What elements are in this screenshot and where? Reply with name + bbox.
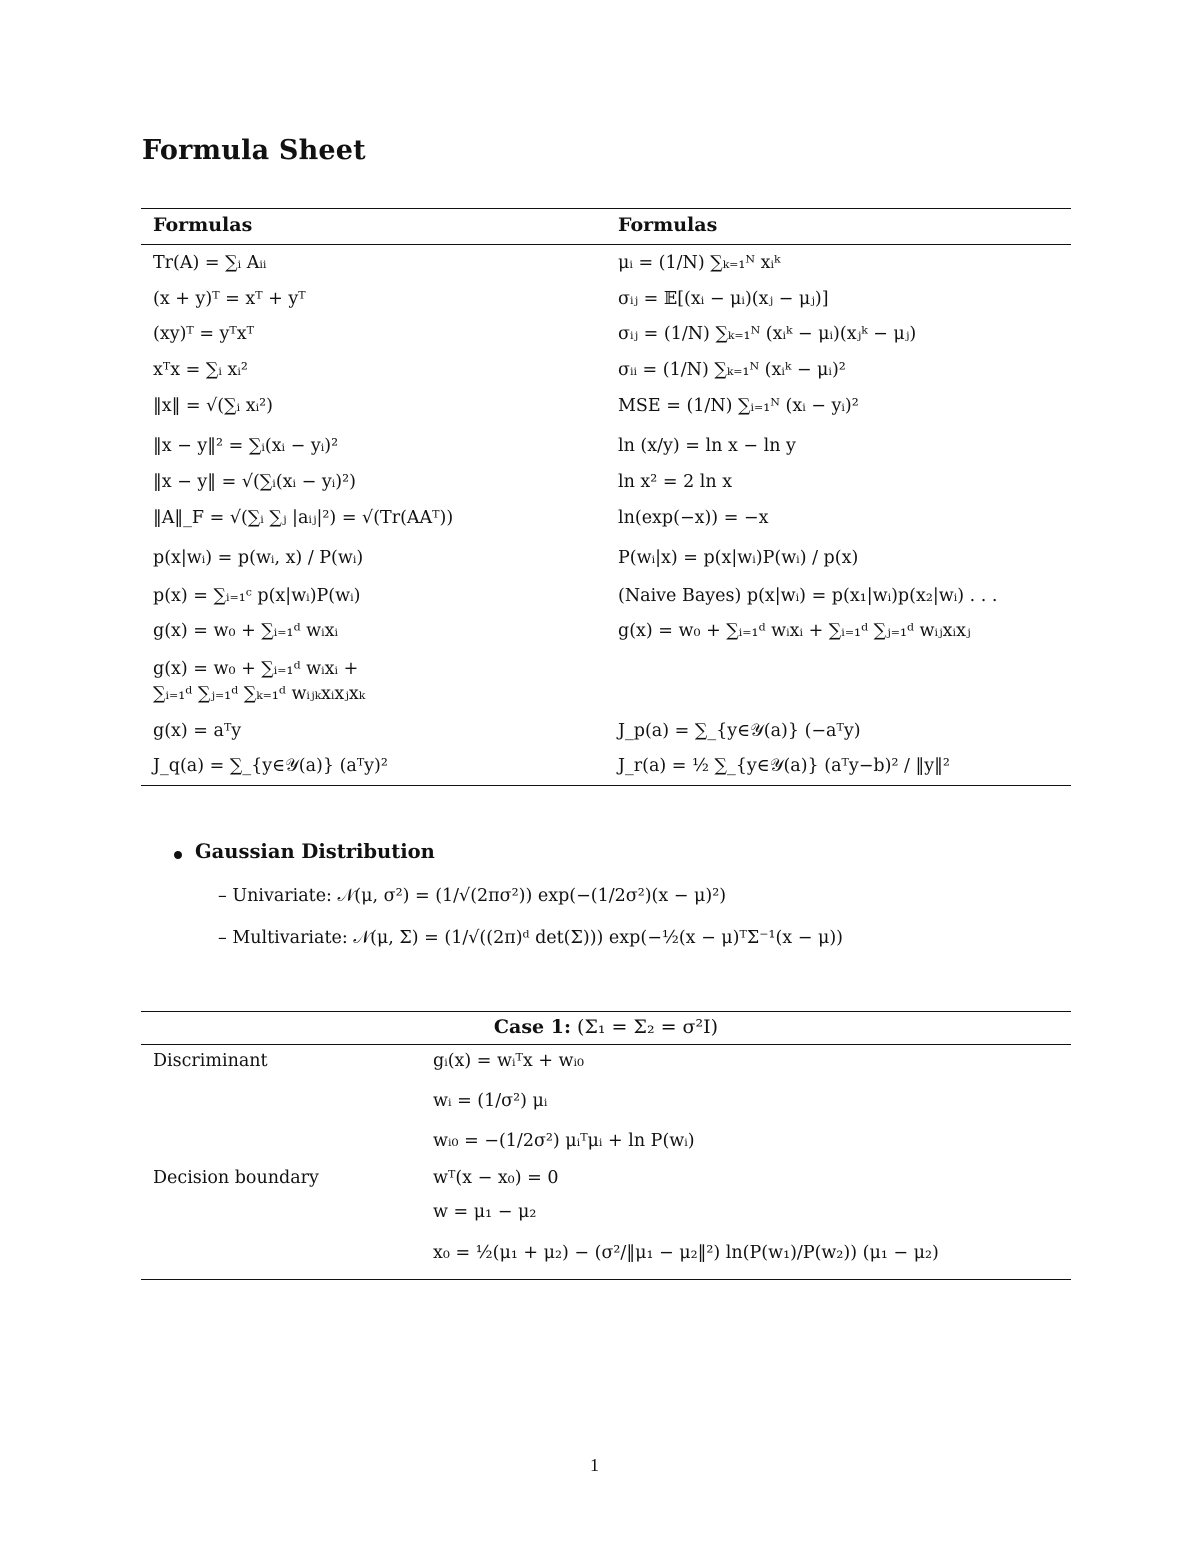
formula-right-10: (Naive Bayes) p(x|wᵢ) = p(x₁|wᵢ)p(x₂|wᵢ) . . . [618, 586, 998, 606]
formula-left-11: g(x) = w₀ + ∑ᵢ₌₁ᵈ wᵢxᵢ [153, 621, 339, 641]
disc-formula-2: wᵢ = (1/σ²) μᵢ [433, 1091, 548, 1111]
formula-left-5: ‖x‖ = √(∑ᵢ xᵢ²) [153, 396, 273, 416]
table-top-rule [141, 208, 1071, 209]
formula-right-3: σᵢⱼ = (1/N) ∑ₖ₌₁ᴺ (xᵢᵏ − μᵢ)(xⱼᵏ − μⱼ) [618, 324, 917, 344]
formula-left-8: ‖A‖_F = √(∑ᵢ ∑ⱼ |aᵢⱼ|²) = √(Tr(AAᵀ)) [153, 508, 454, 528]
page-title: Formula Sheet [142, 135, 366, 166]
dec-formula-1: wᵀ(x − x₀) = 0 [433, 1168, 559, 1188]
formula-left-4: xᵀx = ∑ᵢ xᵢ² [153, 360, 248, 380]
univariate-line [218, 886, 726, 906]
dec-formula-3: x₀ = ½(μ₁ + μ₂) − (σ²/‖μ₁ − μ₂‖²) ln(P(w₁)/P(w₂)) (μ₁ − μ₂) [433, 1243, 939, 1263]
formula-left-10: p(x) = ∑ᵢ₌₁ᶜ p(x|wᵢ)P(wᵢ) [153, 586, 361, 606]
formula-right-5: MSE = (1/N) ∑ᵢ₌₁ᴺ (xᵢ − yᵢ)² [618, 396, 859, 416]
multivariate-line [218, 928, 843, 948]
case1-header-rule [141, 1044, 1071, 1045]
case1-title-bold: Case 1: [493, 1016, 571, 1038]
formula-right-11: g(x) = w₀ + ∑ᵢ₌₁ᵈ wᵢxᵢ + ∑ᵢ₌₁ᵈ ∑ⱼ₌₁ᵈ wᵢⱼxᵢxⱼ [618, 621, 971, 641]
disc-formula-1: gᵢ(x) = wᵢᵀx + wᵢ₀ [433, 1051, 585, 1071]
formula-right-7: ln x² = 2 ln x [618, 472, 733, 492]
dash-icon: – [218, 886, 233, 906]
multivariate-formula: 𝒩(μ, Σ) = (1/√((2π)ᵈ det(Σ))) exp(−½(x − μ)ᵀΣ⁻¹(x − μ)) [353, 928, 843, 948]
case1-table [141, 1011, 1071, 1281]
discriminant-label: Discriminant [153, 1051, 268, 1071]
formula-right-1: μᵢ = (1/N) ∑ₖ₌₁ᴺ xᵢᵏ [618, 253, 781, 273]
header-right: Formulas [618, 214, 718, 236]
formula-right-2: σᵢⱼ = 𝔼[(xᵢ − μᵢ)(xⱼ − μⱼ)] [618, 289, 829, 309]
formula-left-2: (x + y)ᵀ = xᵀ + yᵀ [153, 289, 306, 309]
formula-left-12a: g(x) = w₀ + ∑ᵢ₌₁ᵈ wᵢxᵢ + [153, 659, 359, 679]
formula-left-3: (xy)ᵀ = yᵀxᵀ [153, 324, 255, 344]
header-rule [141, 244, 1071, 245]
bullet-icon [174, 851, 182, 859]
table-bottom-rule [141, 785, 1071, 786]
formula-left-6: ‖x − y‖² = ∑ᵢ(xᵢ − yᵢ)² [153, 436, 339, 456]
formula-left-7: ‖x − y‖ = √(∑ᵢ(xᵢ − yᵢ)²) [153, 472, 356, 492]
case1-top-rule [141, 1011, 1071, 1012]
formula-right-8: ln(exp(−x)) = −x [618, 508, 769, 528]
formula-right-13: J_r(a) = ½ ∑_{y∈𝒴(a)} (aᵀy−b)² / ‖y‖² [618, 756, 950, 776]
univariate-formula: 𝒩(μ, σ²) = (1/√(2πσ²)) exp(−(1/2σ²)(x − μ)²) [337, 886, 727, 906]
multivariate-label: Multivariate: [232, 928, 348, 948]
formula-left-13: g(x) = aᵀy [153, 721, 242, 741]
case1-title-rest: (Σ₁ = Σ₂ = σ²I) [577, 1016, 719, 1038]
univariate-label: Univariate: [232, 886, 332, 906]
page-number: 1 [590, 1455, 599, 1475]
case1-title [141, 1016, 1071, 1038]
dec-formula-2: w = μ₁ − μ₂ [433, 1202, 537, 1222]
formula-left-14: J_q(a) = ∑_{y∈𝒴(a)} (aᵀy)² [153, 756, 388, 776]
formula-left-1: Tr(A) = ∑ᵢ Aᵢᵢ [153, 253, 267, 273]
formula-right-6: ln (x/y) = ln x − ln y [618, 436, 796, 456]
header-left: Formulas [153, 214, 253, 236]
formula-right-12: J_p(a) = ∑_{y∈𝒴(a)} (−aᵀy) [618, 721, 861, 741]
formula-left-12b: ∑ᵢ₌₁ᵈ ∑ⱼ₌₁ᵈ ∑ₖ₌₁ᵈ wᵢⱼₖxᵢxⱼxₖ [153, 684, 366, 704]
gaussian-heading: Gaussian Distribution [195, 840, 435, 863]
case1-bottom-rule [141, 1279, 1071, 1280]
disc-formula-3: wᵢ₀ = −(1/2σ²) μᵢᵀμᵢ + ln P(wᵢ) [433, 1131, 695, 1151]
formula-left-9: p(x|wᵢ) = p(wᵢ, x) / P(wᵢ) [153, 548, 364, 568]
dash-icon: – [218, 928, 233, 948]
decision-boundary-label: Decision boundary [153, 1168, 319, 1188]
formula-right-9: P(wᵢ|x) = p(x|wᵢ)P(wᵢ) / p(x) [618, 548, 859, 568]
formula-right-4: σᵢᵢ = (1/N) ∑ₖ₌₁ᴺ (xᵢᵏ − μᵢ)² [618, 360, 846, 380]
